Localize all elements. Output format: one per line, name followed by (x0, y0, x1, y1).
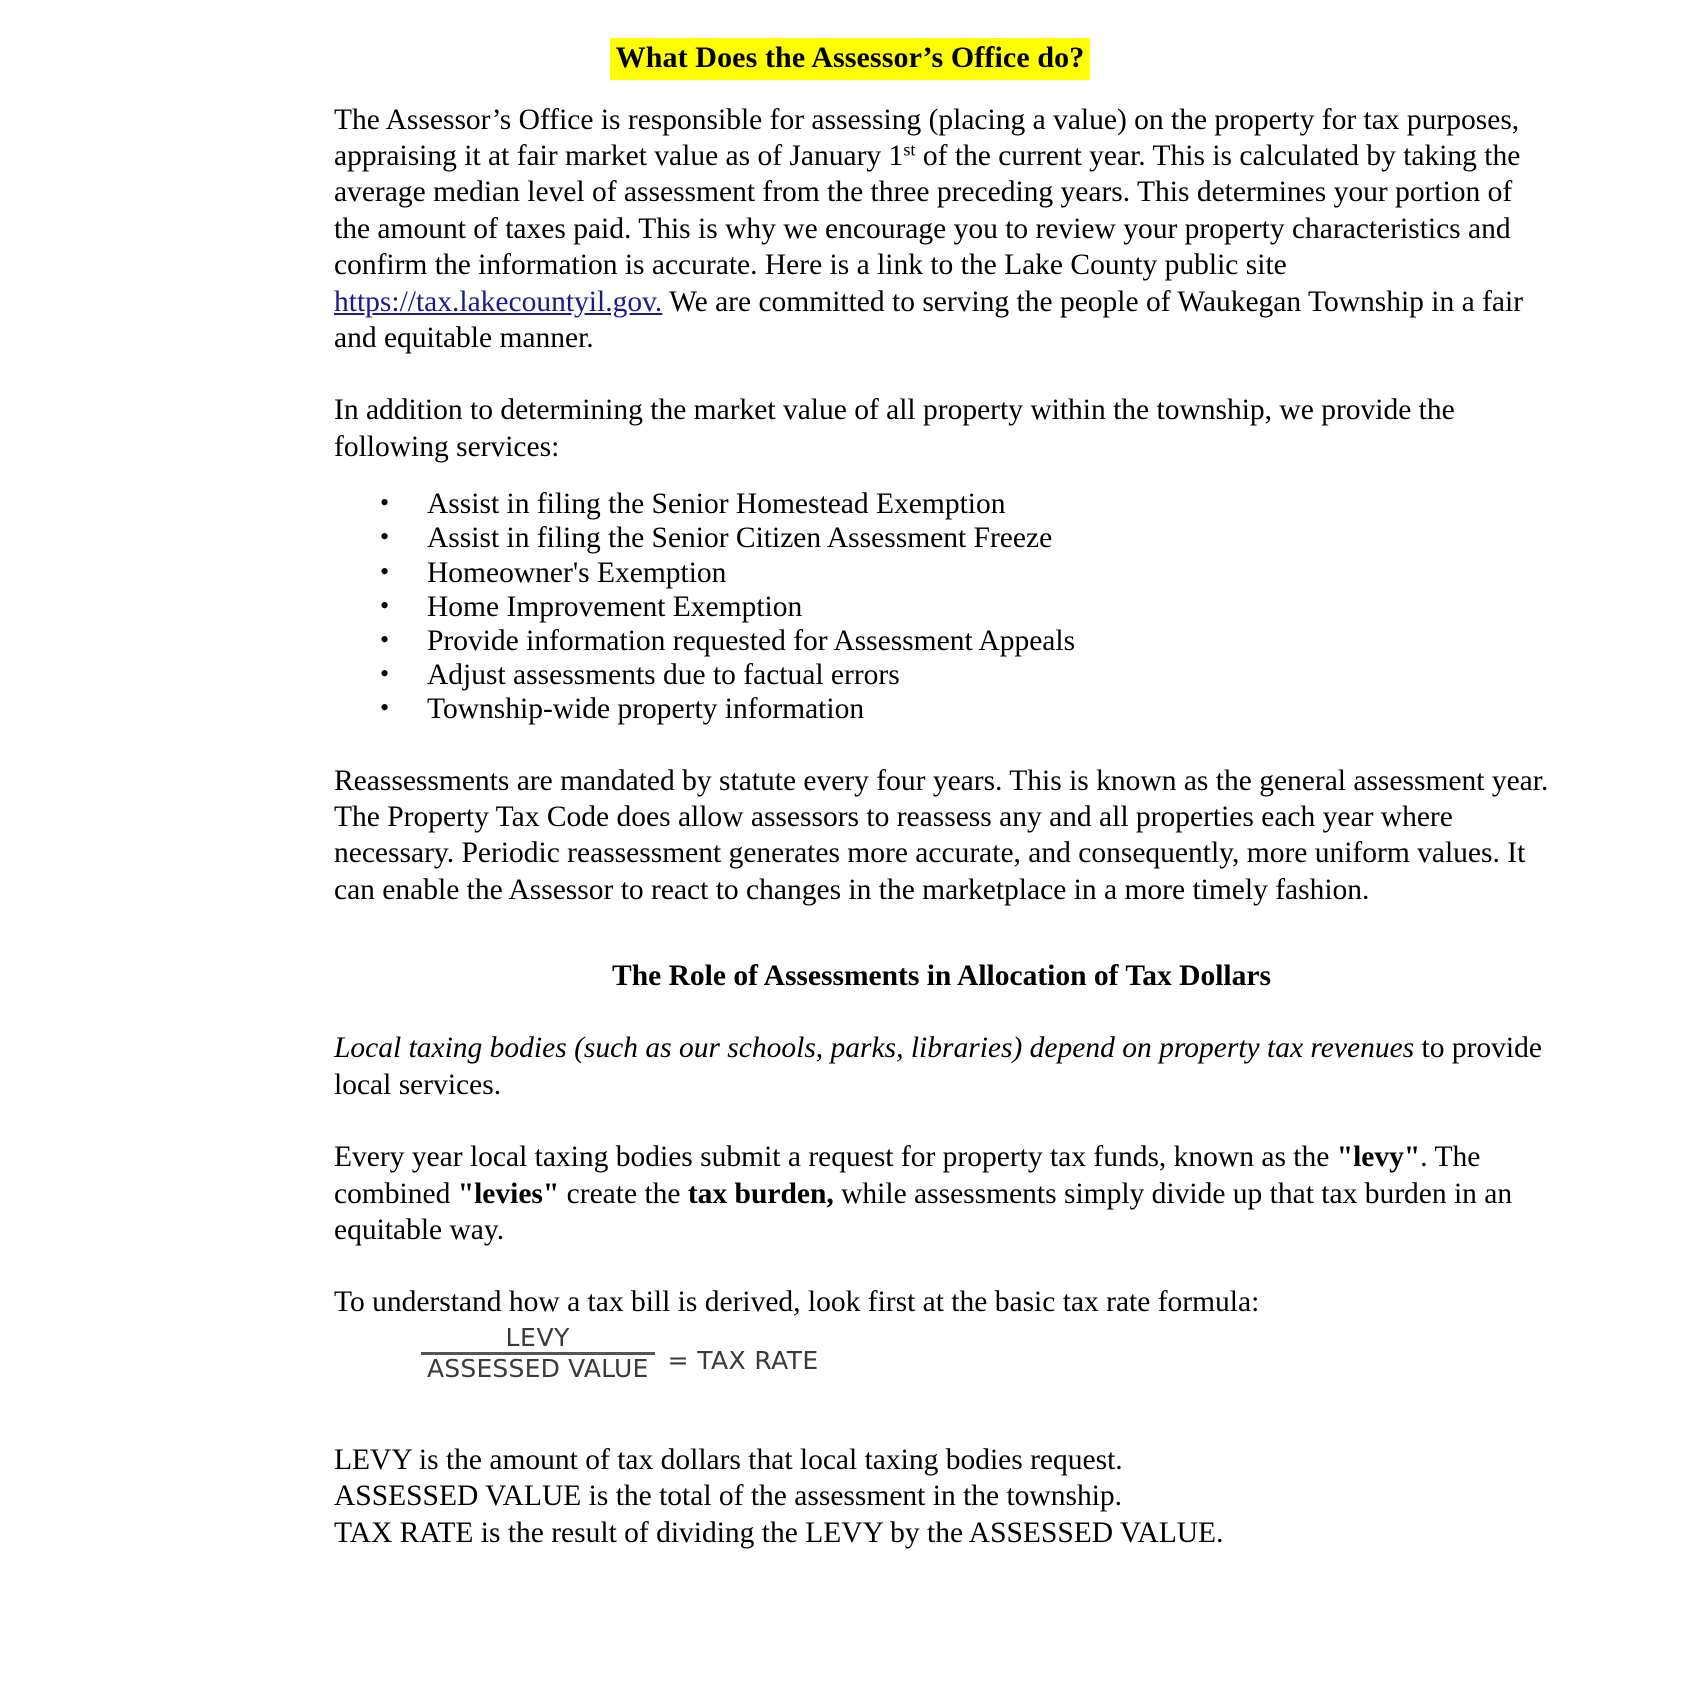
definition-tax-rate: TAX RATE is the result of dividing the LEVY by the ASSESSED VALUE. (334, 1516, 1224, 1549)
spacer (334, 1248, 1549, 1284)
levy-bold-tax-burden: tax burden, (687, 1177, 834, 1210)
levy-part3: create the (559, 1177, 688, 1210)
page-title-row (0, 38, 1700, 80)
local-bodies-paragraph (334, 1030, 1549, 1103)
document-body (151, 102, 1549, 1321)
definition-levy: LEVY is the amount of tax dollars that local taxing bodies request. (334, 1443, 1123, 1476)
tax-rate-formula (421, 1322, 819, 1383)
levy-over-assessed-value-fraction (421, 1322, 655, 1383)
list-item (334, 590, 1549, 624)
bullet-icon: • (380, 590, 390, 620)
levy-part2: . The combined (334, 1141, 1481, 1210)
spacer (334, 1382, 1549, 1432)
bullet-icon: • (380, 659, 390, 689)
spacer (334, 908, 1549, 958)
formula-intro-paragraph: To understand how a tax bill is derived, look first at the basic tax rate formula: (334, 1286, 1260, 1319)
list-item-label: Homeowner's Exemption (427, 556, 727, 589)
bullet-icon: • (380, 693, 390, 723)
list-item (334, 658, 1549, 692)
list-item (334, 521, 1549, 555)
spacer (334, 465, 1549, 487)
section-heading: The Role of Assessments in Allocation of Tax Dollars (612, 960, 1271, 993)
page-title: What Does the Assessor’s Office do? (610, 38, 1091, 80)
list-item (334, 692, 1549, 726)
local-bodies-italic: Local taxing bodies (such as our schools, parks, libraries) depend on property tax revenues (334, 1032, 1415, 1065)
intro-paragraph (334, 102, 1549, 357)
levy-part1: Every year local taxing bodies submit a request for property tax funds, known as the (334, 1141, 1337, 1174)
levy-part4: while assessments simply divide up that tax burden in an equitable way. (334, 1177, 1513, 1246)
levy-bold-levies: "levies" (457, 1177, 560, 1210)
intro-part1: The Assessor’s Office is responsible for assessing (placing a value) on the property for tax purposes, appraising it at fair market value as of January 1 (334, 103, 1520, 172)
list-item-label: Adjust assessments due to factual errors (427, 659, 900, 692)
levy-paragraph (334, 1139, 1549, 1248)
lake-county-tax-link[interactable]: https://tax.lakecountyil.gov. (334, 285, 663, 318)
formula-wrapper (0, 1322, 1700, 1383)
bullet-icon: • (380, 556, 390, 586)
spacer (334, 356, 1549, 392)
formula-numerator: LEVY (505, 1322, 571, 1352)
local-bodies-rest: to provide local services. (334, 1032, 1542, 1101)
list-item-label: Township-wide property information (427, 693, 865, 726)
formula-denominator: ASSESSED VALUE (427, 1353, 649, 1383)
services-list (334, 487, 1549, 726)
ordinal-suffix: st (903, 139, 916, 160)
intro-part3: We are committed to serving the people of Waukegan Township in a fair and equitable manner. (334, 285, 1524, 355)
spacer (334, 994, 1549, 1030)
reassessment-paragraph: Reassessments are mandated by statute every four years. This is known as the general assessment year. The Property Tax Code does allow assessors to reassess any and all properties each year where necessary. Periodic reassessment generates more accurate, and consequently, more uniform values. It can enable the Assessor to react to changes in the marketplace in a more timely fashion. (334, 764, 1549, 906)
list-item-label: Assist in filing the Senior Homestead Exemption (427, 488, 1006, 521)
list-item (334, 624, 1549, 658)
list-item-label: Provide information requested for Assessment Appeals (427, 625, 1076, 658)
definition-assessed-value: ASSESSED VALUE is the total of the assessment in the township. (334, 1480, 1123, 1513)
spacer (334, 1103, 1549, 1139)
spacer (0, 80, 1700, 102)
bullet-icon: • (380, 522, 390, 552)
formula-equals-result (668, 1332, 819, 1375)
spacer (334, 1432, 1549, 1442)
list-item (334, 556, 1549, 590)
bullet-icon: • (380, 625, 390, 655)
equals-sign: = (667, 1345, 689, 1375)
levy-bold-levy: "levy" (1336, 1141, 1421, 1174)
services-intro-paragraph: In addition to determining the market value of all property within the township, we provide the following services: (334, 394, 1455, 463)
spacer (334, 727, 1549, 763)
bullet-icon: • (380, 488, 390, 518)
definitions-block (151, 1382, 1549, 1551)
list-item-label: Assist in filing the Senior Citizen Assessment Freeze (427, 522, 1053, 555)
formula-result: TAX RATE (697, 1345, 819, 1375)
intro-part2: of the current year. This is calculated by taking the average median level of assessment from the three preceding years. This determines your portion of the amount of taxes paid. This is why we encourage you to review your property characteristics and confirm the information is accurate. Here is a link to the Lake County public site (334, 140, 1521, 282)
list-item-label: Home Improvement Exemption (427, 590, 803, 623)
list-item (334, 487, 1549, 521)
